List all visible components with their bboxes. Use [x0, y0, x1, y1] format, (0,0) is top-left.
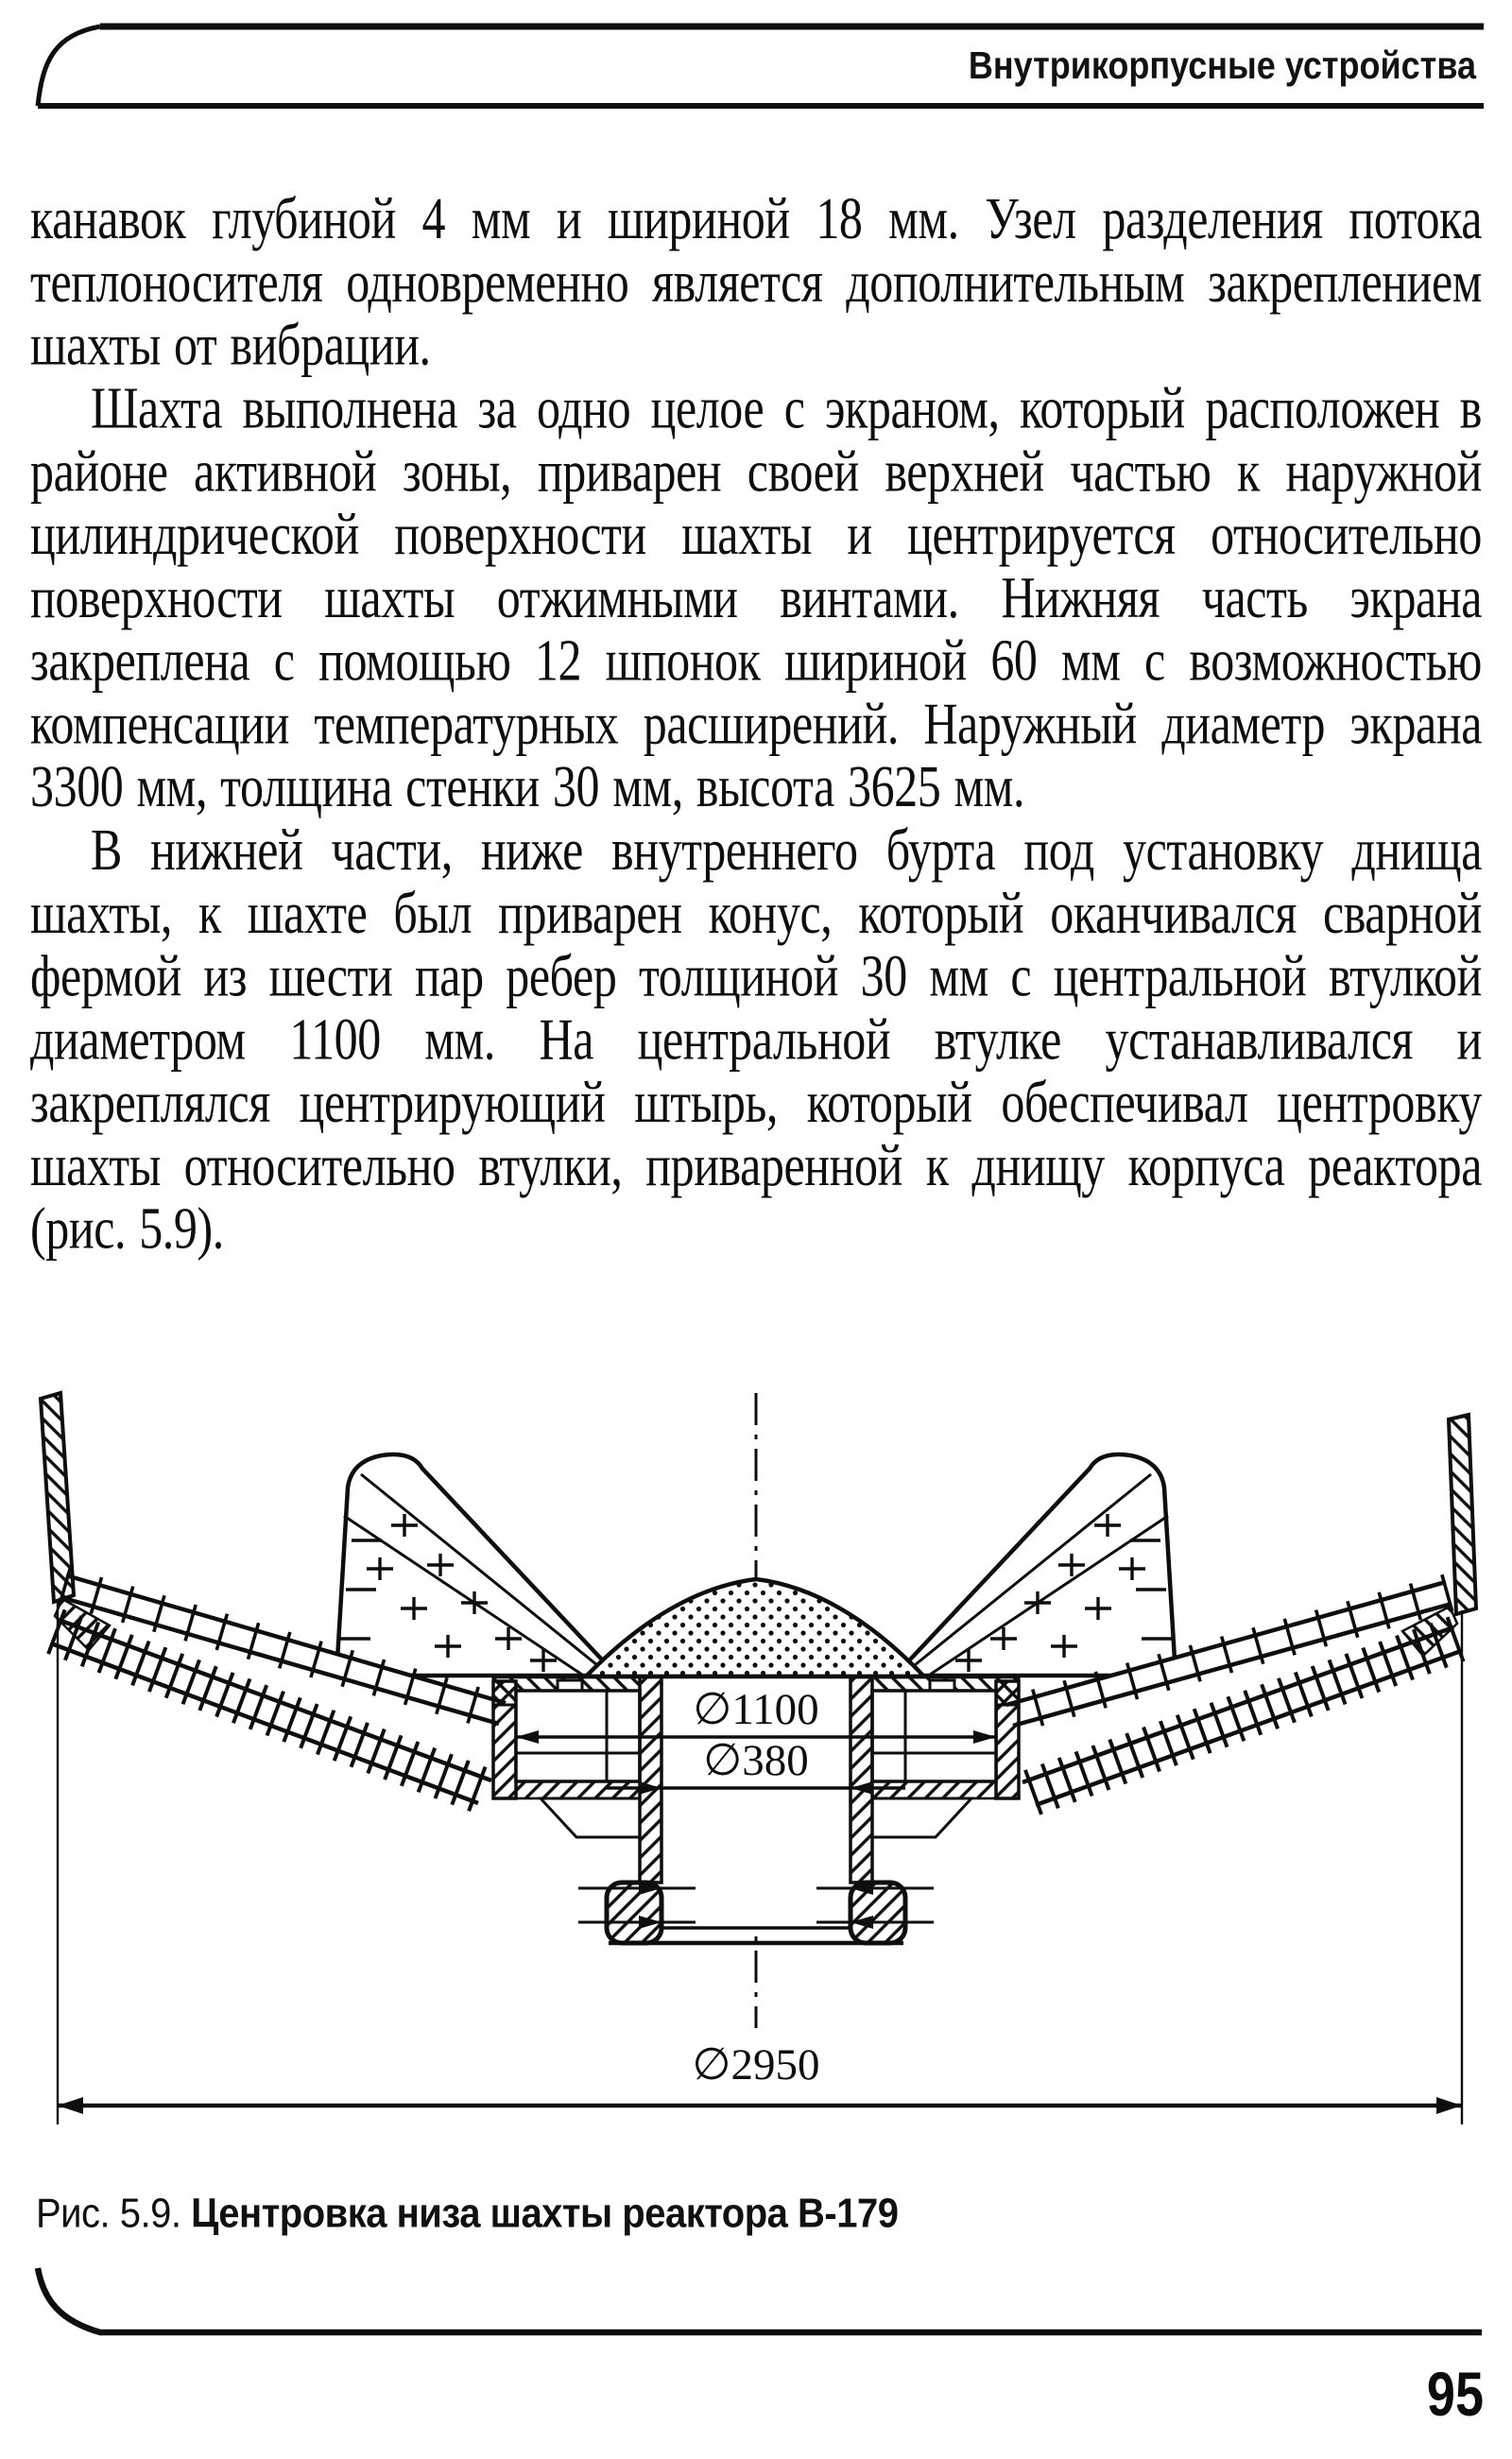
dome [586, 1579, 924, 1677]
page-header-title: Внутрикорпусные устройства [968, 43, 1476, 87]
right-vessel-wall [1449, 1415, 1476, 2124]
dimension-label-pin: ∅380 [703, 1736, 809, 1785]
body-text [30, 184, 1482, 1262]
left-vessel-wall [41, 1393, 74, 2124]
left-rib [336, 1454, 614, 1676]
caption-title: Центровка низа шахты реактора В-179 [191, 2191, 899, 2237]
dimension-label-hub: ∅1100 [693, 1685, 819, 1734]
dimension-label-overall: ∅2950 [692, 2040, 820, 2089]
figure-caption [36, 2191, 898, 2238]
paragraph: канавок глубиной 4 мм и шириной 18 мм. Узел разделения потока теплоносителя одновременно является дополнительным закреплением шахты от вибрации. [30, 184, 1482, 378]
caption-number: Рис. 5.9. [36, 2191, 181, 2237]
footer-rule [0, 2264, 1512, 2359]
page-number: 95 [1426, 2360, 1484, 2430]
right-rib [898, 1454, 1176, 1676]
figure-drawing [28, 1372, 1484, 2147]
paragraph: В нижней части, ниже внутреннего бурта под установку днища шахты, к шахте был приварен конус, который оканчивался сварной фермой из шести пар ребер толщиной 30 мм с центральной втулкой диаметром 1100 мм. На центральной втулке устанавливался и закреплялся центрирующий штырь, который обеспечивал центровку шахты относительно втулки, приваренной к днищу корпуса реактора (рис. 5.9). [30, 816, 1482, 1262]
paragraph: Шахта выполнена за одно целое с экраном, который расположен в районе активной зоны, приварен своей верхней частью к наружной цилиндрической поверхности шахты и центрируется относительно поверхности шахты отжимными винтами. Нижняя часть экрана закреплена с помощью 12 шпонок шириной 60 мм с возможностью компенсации температурных расширений. Наружный диаметр экрана 3300 мм, толщина стенки 30 мм, высота 3625 мм. [30, 373, 1482, 820]
dimension-overall [58, 2040, 1462, 2114]
